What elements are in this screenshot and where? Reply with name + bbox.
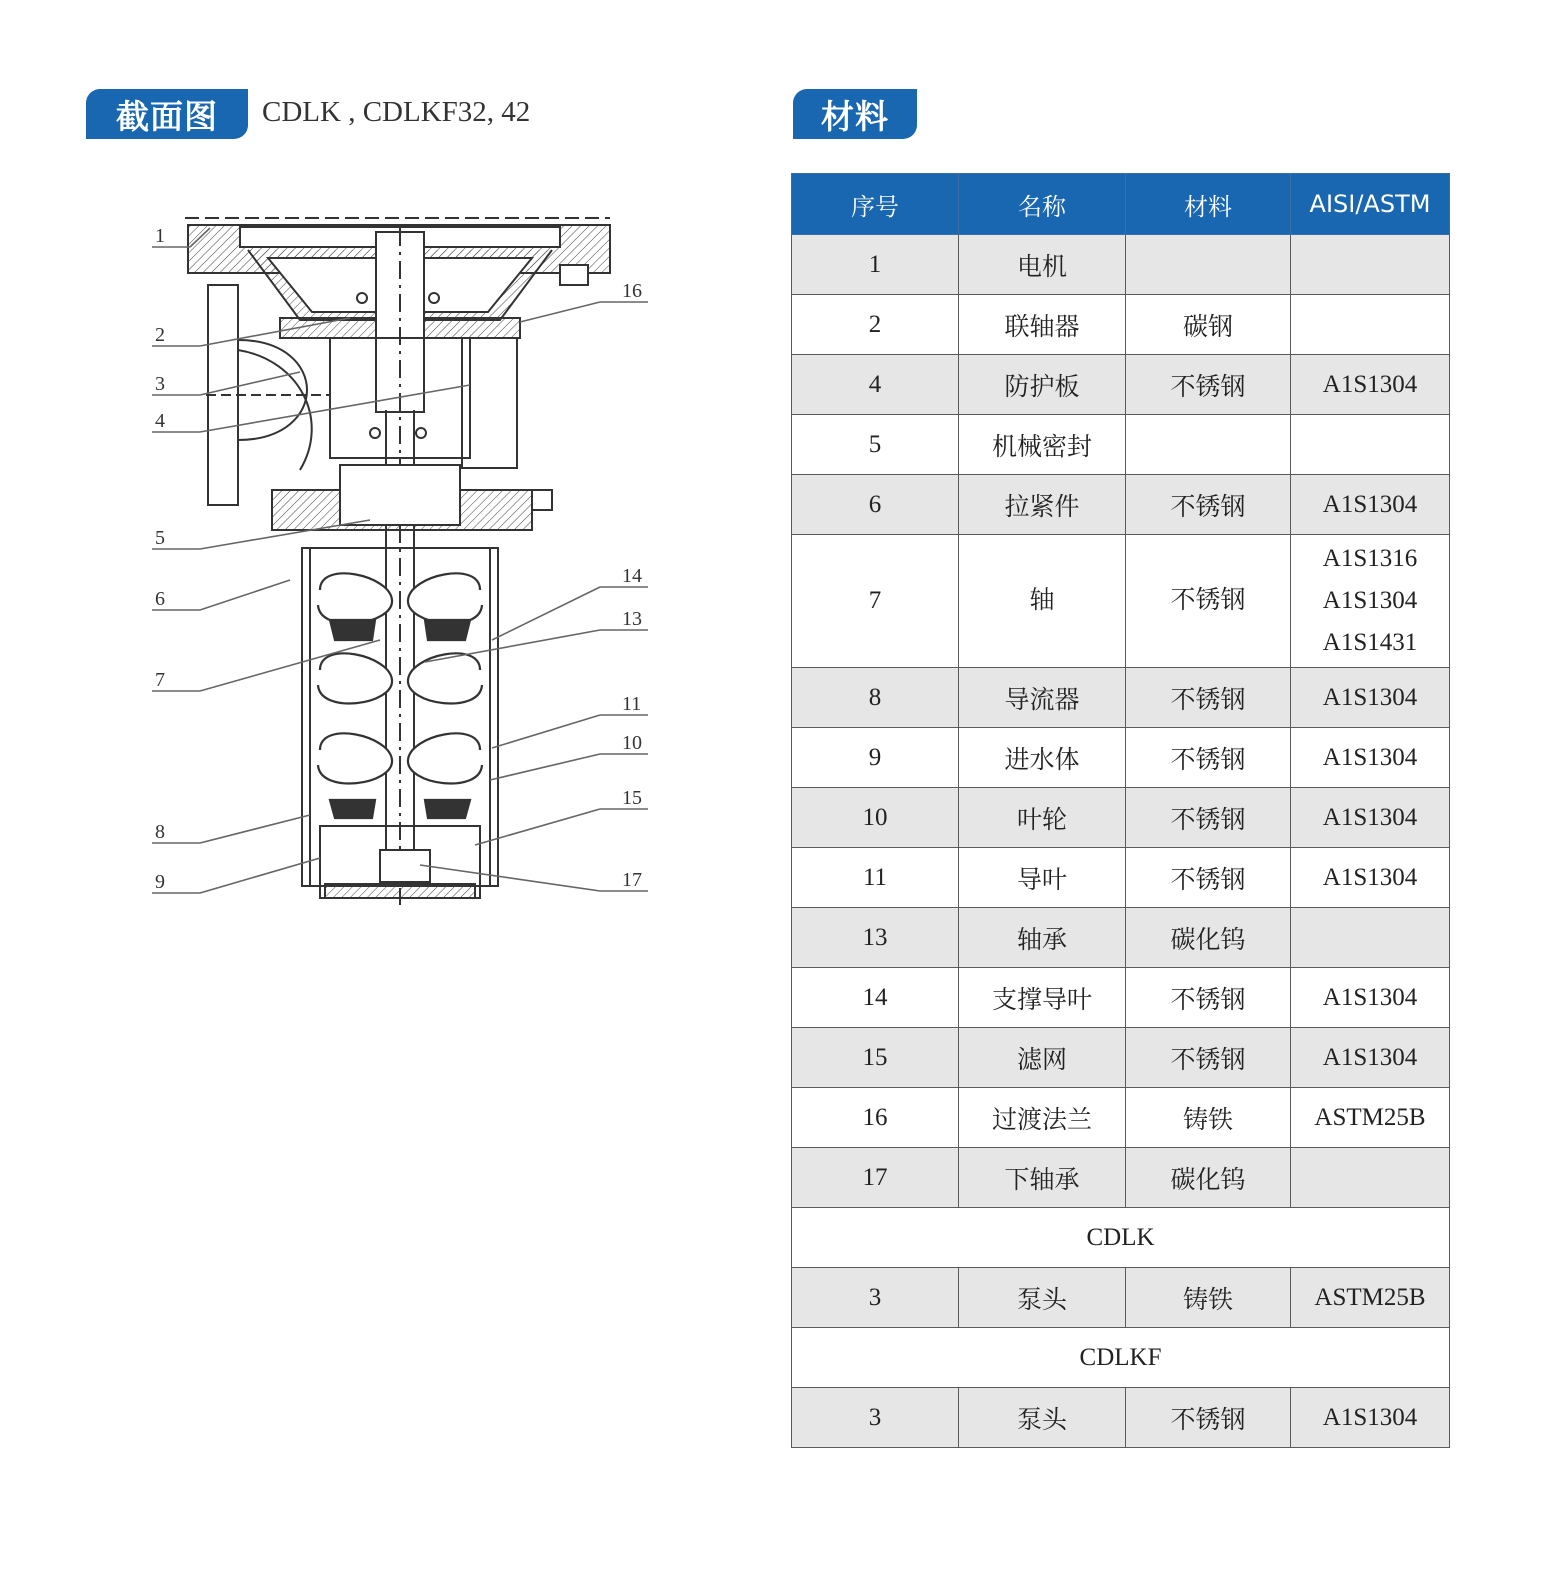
cell-name: 拉紧件 — [959, 475, 1126, 535]
cell-no: 13 — [792, 908, 959, 968]
callout-2: 2 — [155, 324, 165, 346]
callout-10: 10 — [622, 732, 642, 754]
callout-1: 1 — [155, 225, 165, 247]
header-name: 名称 — [959, 174, 1126, 235]
cell-aisi — [1291, 295, 1450, 355]
cell-material: 不锈钢 — [1126, 668, 1291, 728]
cell-name: 支撑导叶 — [959, 968, 1126, 1028]
table-row — [792, 1148, 1450, 1208]
cell-name: 泵头 — [959, 1388, 1126, 1448]
cell-aisi — [1291, 415, 1450, 475]
cell-material: 不锈钢 — [1126, 728, 1291, 788]
table-row — [792, 475, 1450, 535]
cell-no: 1 — [792, 235, 959, 295]
cell-material — [1126, 235, 1291, 295]
section-tab-cross-section: 截面图 — [86, 89, 248, 139]
cell-aisi — [1291, 1148, 1450, 1208]
group-label-cdlk: CDLK — [792, 1208, 1450, 1268]
table-row — [792, 788, 1450, 848]
cell-aisi — [1291, 908, 1450, 968]
cell-no: 11 — [792, 848, 959, 908]
cell-name: 下轴承 — [959, 1148, 1126, 1208]
header-material: 材料 — [1126, 174, 1291, 235]
cell-aisi: A1S1304 — [1291, 475, 1450, 535]
callout-13: 13 — [622, 608, 642, 630]
callout-16: 16 — [622, 280, 642, 302]
cell-no: 2 — [792, 295, 959, 355]
table-row — [792, 1028, 1450, 1088]
cell-no: 4 — [792, 355, 959, 415]
table-row — [792, 415, 1450, 475]
cell-no: 6 — [792, 475, 959, 535]
table-header-row — [792, 174, 1450, 235]
cell-name: 机械密封 — [959, 415, 1126, 475]
cell-no: 5 — [792, 415, 959, 475]
cell-aisi: A1S1304 — [1291, 728, 1450, 788]
cell-material: 不锈钢 — [1126, 1028, 1291, 1088]
cell-name: 过渡法兰 — [959, 1088, 1126, 1148]
cell-aisi: ASTM25B — [1291, 1088, 1450, 1148]
cell-aisi: ASTM25B — [1291, 1268, 1450, 1328]
cell-aisi — [1291, 535, 1450, 668]
cell-aisi — [1291, 235, 1450, 295]
cell-material: 碳化钨 — [1126, 908, 1291, 968]
cross-section-subtitle: CDLK , CDLKF32, 42 — [262, 96, 531, 128]
pump-cross-section-diagram — [140, 205, 670, 920]
cell-name: 进水体 — [959, 728, 1126, 788]
callout-14: 14 — [622, 565, 642, 587]
cell-no: 16 — [792, 1088, 959, 1148]
cell-name: 滤网 — [959, 1028, 1126, 1088]
table-row — [792, 355, 1450, 415]
cell-name: 导流器 — [959, 668, 1126, 728]
cell-no: 15 — [792, 1028, 959, 1088]
group-label-cdlkf: CDLKF — [792, 1328, 1450, 1388]
cell-name: 防护板 — [959, 355, 1126, 415]
cell-material: 不锈钢 — [1126, 848, 1291, 908]
cell-material: 不锈钢 — [1126, 1388, 1291, 1448]
cell-material: 不锈钢 — [1126, 535, 1291, 668]
callout-6: 6 — [155, 588, 165, 610]
cell-material: 碳钢 — [1126, 295, 1291, 355]
cell-no: 7 — [792, 535, 959, 668]
table-row — [792, 968, 1450, 1028]
cell-material: 碳化钨 — [1126, 1148, 1291, 1208]
cell-no: 3 — [792, 1268, 959, 1328]
cell-aisi: A1S1304 — [1291, 355, 1450, 415]
callout-11: 11 — [622, 693, 642, 715]
materials-table — [791, 173, 1450, 1448]
table-row — [792, 535, 1450, 668]
cell-aisi: A1S1304 — [1291, 968, 1450, 1028]
cell-name: 联轴器 — [959, 295, 1126, 355]
table-row — [792, 295, 1450, 355]
table-row — [792, 728, 1450, 788]
cell-name: 泵头 — [959, 1268, 1126, 1328]
cell-aisi: A1S1304 — [1291, 668, 1450, 728]
cell-name: 电机 — [959, 235, 1126, 295]
cell-material: 铸铁 — [1126, 1088, 1291, 1148]
cell-name: 导叶 — [959, 848, 1126, 908]
table-row — [792, 1268, 1450, 1328]
header-no: 序号 — [792, 174, 959, 235]
cell-no: 10 — [792, 788, 959, 848]
cell-no: 14 — [792, 968, 959, 1028]
table-row — [792, 668, 1450, 728]
table-row — [792, 908, 1450, 968]
cell-no: 3 — [792, 1388, 959, 1448]
cell-aisi: A1S1304 — [1291, 788, 1450, 848]
cell-material: 不锈钢 — [1126, 475, 1291, 535]
cell-name: 轴 — [959, 535, 1126, 668]
cell-aisi: A1S1304 — [1291, 1028, 1450, 1088]
cell-material: 不锈钢 — [1126, 788, 1291, 848]
cell-aisi: A1S1304 — [1291, 1388, 1450, 1448]
section-tab-materials: 材料 — [793, 89, 917, 139]
cell-name: 轴承 — [959, 908, 1126, 968]
aisi-line: A1S1316 — [1322, 545, 1418, 572]
cell-no: 17 — [792, 1148, 959, 1208]
table-row — [792, 1388, 1450, 1448]
cell-material — [1126, 415, 1291, 475]
aisi-line: A1S1304 — [1322, 587, 1418, 614]
callout-9: 9 — [155, 871, 165, 893]
header-aisi: AISI/ASTM — [1291, 174, 1450, 235]
table-row — [792, 235, 1450, 295]
cell-material: 铸铁 — [1126, 1268, 1291, 1328]
callout-8: 8 — [155, 821, 165, 843]
cell-material: 不锈钢 — [1126, 968, 1291, 1028]
callout-7: 7 — [155, 669, 165, 691]
callout-5: 5 — [155, 527, 165, 549]
table-row — [792, 848, 1450, 908]
callout-17: 17 — [622, 869, 642, 891]
cell-no: 8 — [792, 668, 959, 728]
cell-name: 叶轮 — [959, 788, 1126, 848]
table-row — [792, 1088, 1450, 1148]
callout-3: 3 — [155, 373, 165, 395]
table-group-row — [792, 1328, 1450, 1388]
cell-no: 9 — [792, 728, 959, 788]
cell-aisi: A1S1304 — [1291, 848, 1450, 908]
callout-4: 4 — [155, 410, 165, 432]
cell-material: 不锈钢 — [1126, 355, 1291, 415]
callout-15: 15 — [622, 787, 642, 809]
table-group-row — [792, 1208, 1450, 1268]
aisi-line: A1S1431 — [1322, 629, 1418, 656]
